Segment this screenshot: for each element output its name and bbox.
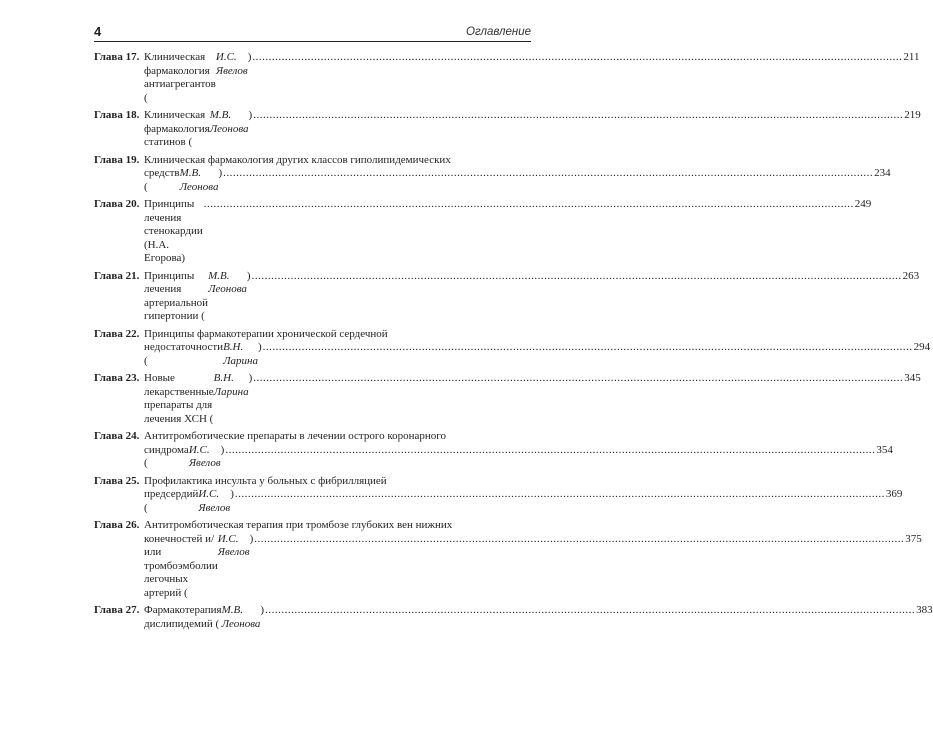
toc-entry[interactable] (94, 604, 933, 631)
chapter-title: синдрома ( (144, 443, 189, 469)
table-of-contents (94, 51, 933, 631)
page-ref: 211 (903, 51, 920, 63)
chapter-title: Фармакотерапия дислипидемий ( (144, 604, 222, 630)
page-ref: 219 (904, 109, 921, 121)
dot-leader: ........................................................................................................................................................................................................ (223, 167, 874, 179)
chapter-title-block (144, 154, 891, 195)
chapter-label: Глава 23. (94, 372, 140, 384)
title-line (144, 109, 921, 150)
title-line (144, 198, 871, 266)
chapter-author: И.С. Явелов (215, 51, 248, 77)
running-title: Оглавление (466, 26, 531, 38)
closing-paren: ) (260, 604, 265, 616)
dot-leader: ........................................................................................................................................................................................................ (225, 443, 876, 456)
chapter-title: Антитромботические препараты в лечении острого коронарного (144, 430, 447, 442)
page-header (94, 22, 531, 42)
chapter-title: предсердий ( (144, 488, 199, 514)
toc-entry[interactable] (94, 198, 872, 266)
title-line (144, 270, 919, 324)
title-line (144, 533, 922, 601)
toc-entry[interactable] (94, 153, 891, 195)
chapter-author: М.В. Леонова (208, 269, 247, 295)
title-line (144, 430, 893, 444)
chapter-label: Глава 21. (94, 269, 140, 282)
dot-leader: ........................................................................................................................................................................................................ (253, 109, 904, 121)
page-number: 4 (94, 24, 102, 39)
chapter-label: Глава 24. (94, 430, 140, 442)
dot-leader: ........................................................................................................................................................................................................ (251, 269, 902, 282)
chapter-title: Клиническая фармакология статинов ( (144, 109, 210, 148)
chapter-title: недостаточности ( (144, 341, 224, 367)
closing-paren: ) (248, 109, 253, 121)
toc-entry[interactable] (94, 474, 903, 516)
chapter-title-block (144, 430, 893, 471)
chapter-title: Принципы фармакотерапии хронической сердечной (144, 327, 388, 340)
page-ref: 249 (854, 198, 872, 210)
chapter-title-block (144, 519, 922, 600)
chapter-author: В.Н. Ларина (213, 372, 249, 398)
dot-leader: ........................................................................................................................................................................................................ (234, 488, 885, 500)
chapter-title: Антитромботическая терапия при тромбозе глубоких вен нижних (144, 519, 453, 531)
page-ref: 383 (916, 604, 933, 616)
chapter-title: средств ( (144, 167, 180, 193)
page-ref: 234 (874, 167, 891, 179)
toc-entry[interactable] (94, 269, 920, 324)
title-line (144, 604, 933, 631)
title-line (144, 328, 930, 342)
closing-paren: ) (220, 443, 225, 456)
title-line (144, 167, 891, 194)
dot-leader: ........................................................................................................................................................................................................ (254, 532, 905, 545)
chapter-author: И.С. Явелов (217, 532, 250, 558)
chapter-label: Глава 19. (94, 153, 140, 166)
chapter-title-block (144, 51, 919, 105)
chapter-title: Клиническая фармакология других классов гиполипидемических (144, 153, 451, 166)
dot-leader: ........................................................................................................................................................................................................ (265, 604, 916, 616)
page-ref: 263 (902, 269, 920, 282)
chapter-title-block (144, 372, 921, 426)
chapter-label: Глава 26. (94, 519, 140, 531)
chapter-title: Клиническая фармакология антиагрегантов ( (144, 51, 216, 104)
toc-entry[interactable] (94, 109, 921, 150)
book-page (94, 22, 933, 635)
chapter-label: Глава 25. (94, 474, 140, 487)
chapter-title-block (144, 475, 902, 516)
closing-paren: ) (249, 532, 254, 545)
title-line (144, 488, 902, 515)
title-line (144, 341, 930, 368)
closing-paren: ) (230, 488, 234, 500)
chapter-title-block (144, 270, 919, 324)
chapter-label: Глава 18. (94, 109, 140, 121)
page-ref: 369 (885, 488, 903, 500)
closing-paren: ) (247, 51, 252, 63)
dot-leader: ........................................................................................................................................................................................................ (252, 51, 903, 63)
toc-entry[interactable] (94, 519, 922, 600)
chapter-title: Профилактика инсульта у больных с фибрилляцией (144, 474, 387, 487)
chapter-title: конечностей и/или тромбоэмболии легочных артерий ( (144, 532, 218, 599)
dot-leader: ........................................................................................................................................................................................................ (253, 372, 904, 384)
title-line (144, 372, 921, 426)
dot-leader: ........................................................................................................................................................................................................ (203, 198, 854, 210)
chapter-title-block (144, 604, 933, 631)
title-line (144, 519, 922, 533)
chapter-author: М.В. Леонова (221, 604, 261, 630)
closing-paren: ) (218, 167, 223, 179)
chapter-title-block (144, 328, 930, 369)
chapter-title-block (144, 198, 871, 266)
chapter-author: И.С. Явелов (198, 488, 231, 514)
chapter-label: Глава 17. (94, 51, 140, 63)
page-ref: 345 (904, 372, 921, 384)
page-ref: 354 (876, 443, 893, 456)
chapter-label: Глава 22. (94, 327, 140, 340)
chapter-label: Глава 20. (94, 198, 140, 210)
title-line (144, 154, 891, 168)
chapter-author: М.В. Леонова (179, 167, 219, 193)
page-ref: 375 (905, 532, 922, 545)
toc-entry[interactable] (94, 372, 921, 426)
closing-paren: ) (257, 341, 262, 353)
chapter-author: М.В. Леонова (209, 109, 249, 135)
chapter-label: Глава 27. (94, 604, 140, 616)
chapter-author: И.С. Явелов (188, 443, 221, 469)
toc-entry[interactable] (94, 430, 893, 471)
chapter-title: Новые лекарственные препараты для лечения ХСН ( (144, 372, 214, 425)
chapter-title-block (144, 109, 921, 150)
title-line (144, 51, 919, 105)
toc-entry[interactable] (94, 51, 920, 105)
closing-paren: ) (246, 269, 251, 282)
toc-entry[interactable] (94, 327, 931, 369)
title-line (144, 444, 893, 471)
dot-leader: ........................................................................................................................................................................................................ (262, 341, 913, 353)
title-line (144, 475, 902, 489)
chapter-title: Принципы лечения стенокардии (Н.А. Егорова) (144, 198, 203, 264)
closing-paren: ) (248, 372, 253, 384)
chapter-author: В.Н. Ларина (223, 341, 258, 367)
chapter-title: Принципы лечения артериальной гипертонии ( (144, 269, 209, 322)
page-ref: 294 (913, 341, 931, 353)
